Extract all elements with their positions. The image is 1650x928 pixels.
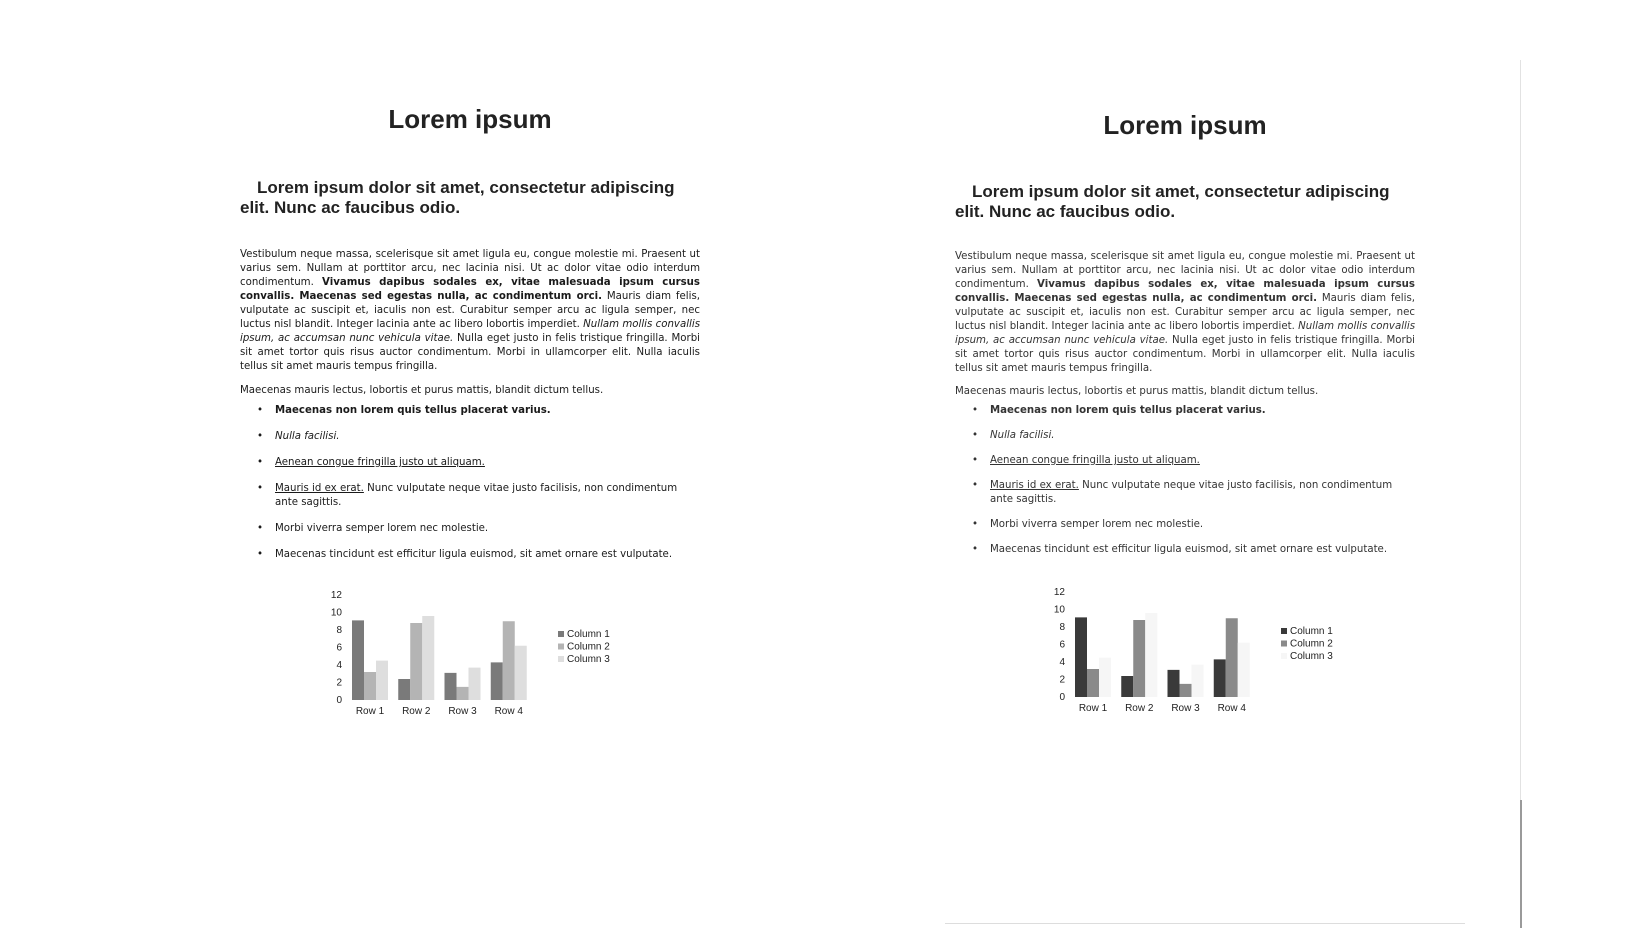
bar xyxy=(1226,618,1238,697)
bullet-text: Nunc vulputate neque vitae justo facilisis, non condimentum ante sagittis. xyxy=(990,480,1393,505)
page-subtitle: Lorem ipsum dolor sit amet, consectetur adipiscing elit. Nunc ac faucibus odio. xyxy=(955,182,1390,221)
bullet-text: Morbi viverra semper lorem nec molestie. xyxy=(275,523,489,534)
bar xyxy=(398,679,410,700)
legend-swatch xyxy=(558,656,564,662)
bar xyxy=(1214,659,1226,697)
bullet-icon: • xyxy=(972,480,979,491)
bullet-text: Nulla facilisi. xyxy=(275,431,340,442)
bullet-list xyxy=(240,404,700,574)
bullet-icon: • xyxy=(972,519,979,530)
x-tick-label: Row 1 xyxy=(355,706,385,717)
bar-chart xyxy=(325,585,625,729)
bar xyxy=(1075,617,1087,697)
bullet-icon: • xyxy=(257,549,264,560)
legend-swatch xyxy=(558,644,564,650)
legend-label: Column 2 xyxy=(567,641,610,653)
bullet-icon: • xyxy=(972,405,979,416)
x-tick-label: Row 2 xyxy=(402,706,431,717)
y-tick-label: 10 xyxy=(330,607,342,619)
page-edge-shadow xyxy=(1520,800,1522,928)
list-item xyxy=(240,456,700,470)
bullet-icon: • xyxy=(972,430,979,441)
paragraph-text: Mauris diam felis, vulputate ac suscipit et, iaculis non est. Curabitur semper arcu ac ligula semper, nec luctus nisl blandit. Integer lacinia ante ac libero lobortis imperdiet. xyxy=(955,293,1415,332)
y-tick-label: 10 xyxy=(1053,604,1065,616)
paragraph-text: Nulla eget justo in felis tristique fringilla. Morbi sit amet tortor quis risus auctor condimentum. Morbi in ullamcorper elit. Nulla iaculis tellus sit amet mauris tempus fringilla. xyxy=(955,335,1415,374)
list-item xyxy=(240,430,700,444)
legend-swatch xyxy=(1281,628,1287,634)
y-tick-label: 2 xyxy=(1059,674,1065,686)
list-item xyxy=(240,404,700,418)
legend-label: Column 3 xyxy=(1290,651,1333,662)
y-tick-label: 4 xyxy=(1059,657,1065,668)
bar xyxy=(1099,658,1111,697)
legend-swatch xyxy=(558,631,564,637)
y-tick-label: 0 xyxy=(1059,692,1065,703)
bar xyxy=(364,672,376,700)
bar xyxy=(1168,670,1180,697)
bar xyxy=(1121,676,1133,697)
list-item xyxy=(240,522,700,536)
y-tick-label: 8 xyxy=(1059,622,1065,633)
bar xyxy=(491,662,503,700)
paragraph-italic-text: Nullam mollis convallis ipsum, ac accumsan nunc vehicula vitae. xyxy=(955,321,1415,346)
paragraph-bold-text: Vivamus dapibus sodales ex, vitae malesuada ipsum cursus convallis. Maecenas sed egestas nulla, ac condimentum orci. xyxy=(955,279,1415,304)
paragraph-text: Mauris diam felis, vulputate ac suscipit et, iaculis non est. Curabitur semper arcu ac ligula semper, nec luctus nisl blandit. Integer lacinia ante ac libero lobortis imperdiet. xyxy=(240,291,700,330)
list-item xyxy=(955,518,1415,532)
short-paragraph: Maecenas mauris lectus, lobortis et purus mattis, blandit dictum tellus. xyxy=(240,385,604,396)
bullet-text: Maecenas tincidunt est efficitur ligula euismod, sit amet ornare est vulputate. xyxy=(275,549,673,560)
bar xyxy=(445,673,457,700)
list-item xyxy=(955,543,1415,557)
bar xyxy=(1087,669,1099,697)
y-tick-label: 0 xyxy=(336,695,342,706)
legend-label: Column 1 xyxy=(567,629,610,640)
bullet-icon: • xyxy=(257,405,264,416)
bar xyxy=(1145,613,1157,697)
bullet-text: Maecenas non lorem quis tellus placerat varius. xyxy=(990,405,1266,416)
list-item xyxy=(955,454,1415,468)
bullet-text: Nulla facilisi. xyxy=(990,430,1055,441)
bullet-text: Mauris id ex erat. xyxy=(990,480,1079,491)
bar xyxy=(1180,684,1192,697)
bullet-icon: • xyxy=(257,431,264,442)
bullet-icon: • xyxy=(972,544,979,555)
bar xyxy=(457,687,469,700)
bar xyxy=(1238,643,1250,697)
y-tick-label: 6 xyxy=(336,642,342,654)
bar-chart xyxy=(1048,582,1348,726)
page-title: Lorem ipsum xyxy=(1103,110,1267,140)
bullet-text: Morbi viverra semper lorem nec molestie. xyxy=(990,519,1204,530)
x-tick-label: Row 1 xyxy=(1078,703,1108,714)
bullet-text: Mauris id ex erat. xyxy=(275,483,364,494)
body-paragraph xyxy=(955,250,1415,376)
y-tick-label: 6 xyxy=(1059,639,1065,651)
paragraph-text: Nulla eget justo in felis tristique fringilla. Morbi sit amet tortor quis risus auctor condimentum. Morbi in ullamcorper elit. Nulla iaculis tellus sit amet mauris tempus fringilla. xyxy=(240,333,700,372)
short-paragraph: Maecenas mauris lectus, lobortis et purus mattis, blandit dictum tellus. xyxy=(955,386,1319,397)
page-edge-shadow xyxy=(945,923,1465,924)
legend-swatch xyxy=(1281,641,1287,647)
page-edge-shadow xyxy=(1520,60,1521,928)
list-item xyxy=(240,548,700,562)
bullet-text: Aenean congue fringilla justo ut aliquam. xyxy=(275,457,485,468)
y-tick-label: 12 xyxy=(1053,587,1065,598)
paragraph-text: Vestibulum neque massa, scelerisque sit amet ligula eu, congue molestie mi. Praesent ut varius sem. Nullam at porttitor arcu, nec lacinia nisi. Ut ac dolor vitae odio interdum condimentum. xyxy=(955,251,1415,290)
y-tick-label: 4 xyxy=(336,660,342,671)
bar xyxy=(410,623,422,700)
bullet-icon: • xyxy=(972,455,979,466)
list-item xyxy=(955,429,1415,443)
bullet-icon: • xyxy=(257,523,264,534)
list-item xyxy=(240,482,700,510)
bar xyxy=(1133,620,1145,697)
list-item xyxy=(955,479,1415,507)
bar-chart-svg xyxy=(1048,582,1348,722)
x-tick-label: Row 2 xyxy=(1125,703,1154,714)
page-title: Lorem ipsum xyxy=(388,104,552,134)
body-paragraph xyxy=(240,248,700,374)
bar xyxy=(469,668,481,700)
y-tick-label: 8 xyxy=(336,625,342,636)
bar xyxy=(1192,665,1204,697)
bullet-icon: • xyxy=(257,457,264,468)
bar xyxy=(503,621,515,700)
bar xyxy=(515,646,527,700)
bullet-list xyxy=(955,404,1415,568)
x-tick-label: Row 3 xyxy=(448,706,477,717)
legend-label: Column 3 xyxy=(567,654,610,665)
x-tick-label: Row 4 xyxy=(1217,703,1246,714)
bar xyxy=(376,661,388,700)
legend-label: Column 1 xyxy=(1290,626,1333,637)
bullet-text: Maecenas tincidunt est efficitur ligula euismod, sit amet ornare est vulputate. xyxy=(990,544,1388,555)
x-tick-label: Row 4 xyxy=(494,706,523,717)
legend-label: Column 2 xyxy=(1290,638,1333,650)
paragraph-bold-text: Vivamus dapibus sodales ex, vitae malesuada ipsum cursus convallis. Maecenas sed egestas nulla, ac condimentum orci. xyxy=(240,277,700,302)
list-item xyxy=(955,404,1415,418)
paragraph-italic-text: Nullam mollis convallis ipsum, ac accumsan nunc vehicula vitae. xyxy=(240,319,700,344)
bullet-text: Maecenas non lorem quis tellus placerat varius. xyxy=(275,405,551,416)
page-subtitle: Lorem ipsum dolor sit amet, consectetur adipiscing elit. Nunc ac faucibus odio. xyxy=(240,178,675,217)
y-tick-label: 2 xyxy=(336,677,342,689)
legend-swatch xyxy=(1281,653,1287,659)
bullet-text: Aenean congue fringilla justo ut aliquam. xyxy=(990,455,1200,466)
bullet-text: Nunc vulputate neque vitae justo facilisis, non condimentum ante sagittis. xyxy=(275,483,678,508)
bar xyxy=(422,616,434,700)
bullet-icon: • xyxy=(257,483,264,494)
y-tick-label: 12 xyxy=(330,590,342,601)
paragraph-text: Vestibulum neque massa, scelerisque sit amet ligula eu, congue molestie mi. Praesent ut varius sem. Nullam at porttitor arcu, nec lacinia nisi. Ut ac dolor vitae odio interdum condimentum. xyxy=(240,249,700,288)
x-tick-label: Row 3 xyxy=(1171,703,1200,714)
bar-chart-svg xyxy=(325,585,625,725)
bar xyxy=(352,620,364,700)
